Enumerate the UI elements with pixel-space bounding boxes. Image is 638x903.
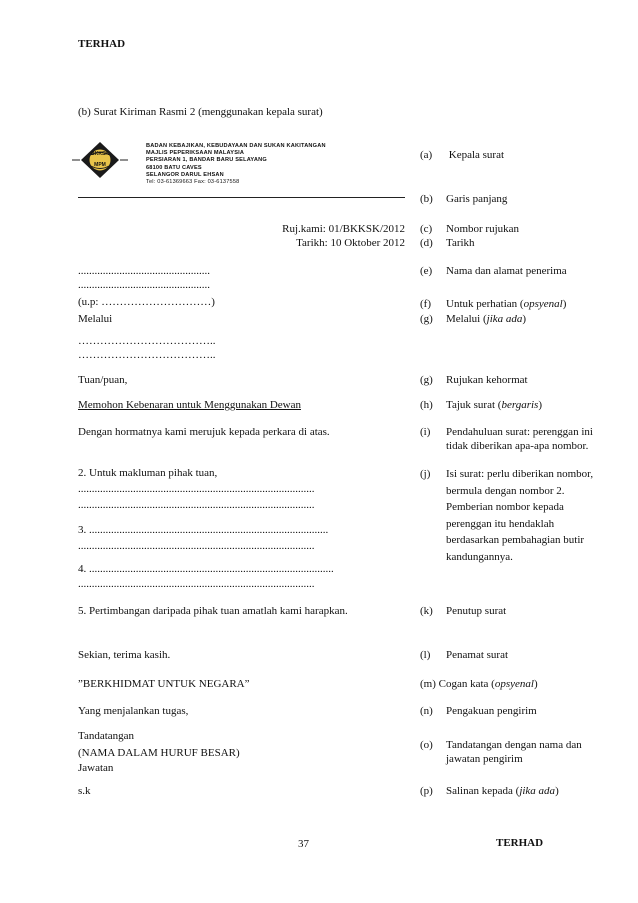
label-a: (a) Kepala surat bbox=[420, 149, 505, 161]
label-c: (c) Nombor rujukan bbox=[420, 223, 520, 235]
paragraph-4: 4. ......................................................................................... bbox=[78, 563, 334, 575]
sender-name: (NAMA DALAM HURUF BESAR) bbox=[78, 747, 240, 759]
motto: ”BERKHIDMAT UNTUK NEGARA” bbox=[78, 678, 250, 690]
logo-bottom-text: MPM bbox=[94, 162, 106, 168]
label-o: (o) Tandatangan dengan nama dan jawatan pengirim bbox=[420, 739, 582, 765]
paragraph-2: 2. Untuk makluman pihak tuan, bbox=[78, 467, 218, 479]
signature: Tandatangan bbox=[78, 730, 135, 742]
paragraph-3: 3. ....................................................................................... bbox=[78, 524, 329, 536]
label-f: (f) Untuk perhatian (opsyenal) bbox=[420, 298, 567, 310]
classification-header: TERHAD bbox=[78, 38, 126, 50]
reference-date: Tarikh: 10 Oktober 2012 bbox=[296, 237, 405, 249]
label-n: (n) Pengakuan pengirim bbox=[420, 705, 537, 717]
classification-footer: TERHAD bbox=[496, 837, 544, 849]
paragraph-2-dots: ...................................................................................... bbox=[78, 483, 315, 495]
carbon-copy: s.k bbox=[78, 785, 91, 797]
label-d: (d) Tarikh bbox=[420, 237, 475, 249]
letter-subject: Memohon Kebenaran untuk Menggunakan Dewan bbox=[78, 399, 301, 411]
label-m: (m) Cogan kata (opsyenal) bbox=[420, 678, 538, 690]
paragraph-2-dots: ...................................................................................... bbox=[78, 499, 315, 511]
recipient-dots: ................................................ bbox=[78, 265, 210, 277]
label-g2: (g) Rujukan kehormat bbox=[420, 374, 528, 386]
letterhead-rule bbox=[78, 197, 405, 198]
letterhead-line: MAJLIS PEPERIKSAAN MALAYSIA bbox=[146, 150, 245, 157]
label-i: (i) Pendahuluan surat: perenggan ini tidak diberikan apa-apa nombor. bbox=[420, 426, 593, 452]
page-number: 37 bbox=[298, 838, 309, 850]
reference-number: Ruj.kami: 01/BKKSK/2012 bbox=[282, 223, 405, 235]
paragraph-3-dots: ...................................................................................... bbox=[78, 540, 315, 552]
label-k: (k) Penutup surat bbox=[420, 605, 507, 617]
logo-top-text: BKKSK bbox=[91, 151, 109, 157]
logo-emblem-icon bbox=[72, 141, 128, 179]
label-b: (b) Garis panjang bbox=[420, 193, 508, 205]
paragraph-5: 5. Pertimbangan daripada pihak tuan amatlah kami harapkan. bbox=[78, 605, 348, 617]
section-title: (b) Surat Kiriman Rasmi 2 (menggunakan kepala surat) bbox=[78, 106, 323, 118]
letterhead-line: PERSIARAN 1, BANDAR BARU SELAYANG bbox=[146, 157, 267, 164]
letterhead-line: 68100 BATU CAVES bbox=[146, 164, 202, 171]
letter-intro: Dengan hormatnya kami merujuk kepada perkara di atas. bbox=[78, 426, 330, 438]
via-dots: ……………………………….. bbox=[78, 349, 216, 361]
sender-acknowledgement: Yang menjalankan tugas, bbox=[78, 705, 189, 717]
label-g: (g) Melalui (jika ada) bbox=[420, 313, 527, 325]
label-e: (e) Nama dan alamat penerima bbox=[420, 265, 567, 277]
salutation: Tuan/puan, bbox=[78, 374, 128, 386]
paragraph-4-dots: ...................................................................................... bbox=[78, 578, 315, 590]
label-j: (j) Isi surat: perlu diberikan nombor, bermula dengan nombor 2. Pemberian nombor kepada perenggan itu hendaklah berdasarkan pembahagian butir kandungannya. bbox=[420, 468, 594, 563]
closing: Sekian, terima kasih. bbox=[78, 649, 171, 661]
letterhead-logo bbox=[72, 141, 128, 179]
sender-position: Jawatan bbox=[78, 762, 114, 774]
label-l: (l) Penamat surat bbox=[420, 649, 509, 661]
via-dots: ……………………………….. bbox=[78, 335, 216, 347]
label-h: (h) Tajuk surat (bergaris) bbox=[420, 399, 542, 411]
attention-line: (u.p: …………………………) bbox=[78, 296, 215, 308]
recipient-dots: ................................................ bbox=[78, 279, 210, 291]
letterhead-text bbox=[146, 143, 326, 186]
via-label: Melalui bbox=[78, 313, 113, 325]
letterhead-line: BADAN KEBAJIKAN, KEBUDAYAAN DAN SUKAN KAKITANGAN bbox=[146, 143, 326, 149]
label-p: (p) Salinan kepada (jika ada) bbox=[420, 785, 559, 797]
letterhead-line: SELANGOR DARUL EHSAN bbox=[146, 171, 224, 178]
letterhead-tel: Tel: 03-61369663 Fax: 03-6137558 bbox=[146, 179, 240, 186]
